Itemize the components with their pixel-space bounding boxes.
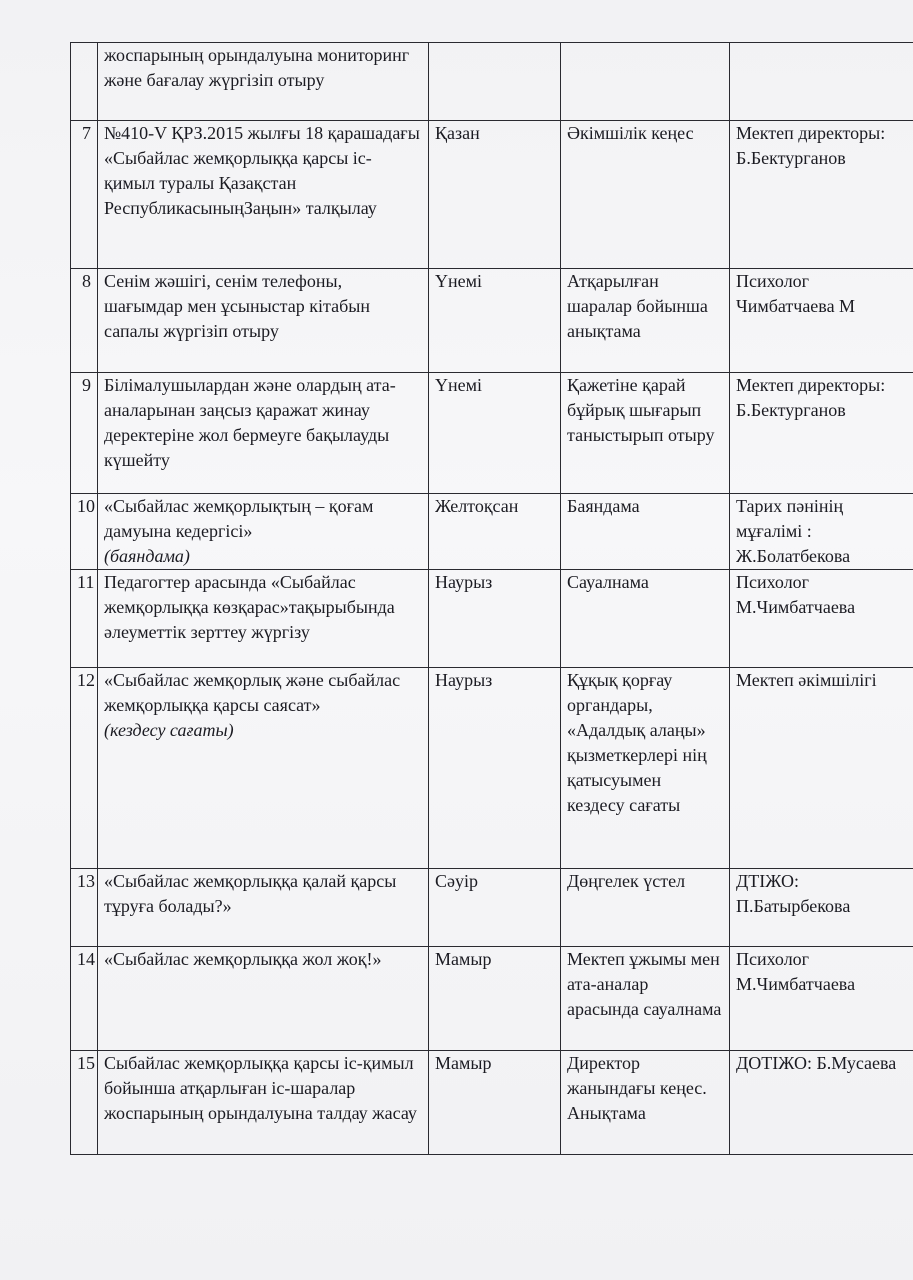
- event-responsible: Психолог М.Чимбатчаева: [730, 947, 913, 1051]
- event-name-text: «Сыбайлас жемқорлыққа жол жоқ!»: [104, 949, 382, 969]
- event-responsible: [730, 43, 913, 121]
- event-date: Мамыр: [429, 947, 561, 1051]
- table-row: [71, 43, 913, 121]
- event-form: Мектеп ұжымы мен ата-аналар арасында сауалнама: [561, 947, 730, 1051]
- row-number: 11: [71, 570, 98, 668]
- event-responsible: ДОТІЖО: Б.Мусаева: [730, 1051, 913, 1155]
- plan-table: [70, 42, 913, 1155]
- table-row: [71, 494, 913, 570]
- table-row: [71, 947, 913, 1051]
- event-name: [98, 947, 429, 1051]
- event-responsible: Психолог М.Чимбатчаева: [730, 570, 913, 668]
- row-number: 13: [71, 869, 98, 947]
- event-name-text: Сыбайлас жемқорлыққа қарсы іс-қимыл бойынша атқарлыған іс-шаралар жоспарының орындалуына талдау жасау: [104, 1053, 417, 1123]
- event-name: [98, 373, 429, 494]
- event-form: Баяндама: [561, 494, 730, 570]
- event-name: [98, 668, 429, 869]
- event-name-text: Сенім жәшігі, сенім телефоны, шағымдар мен ұсыныстар кітабын сапалы жүргізіп отыру: [104, 271, 370, 341]
- event-responsible: Тарих пәнінің мұғалімі : Ж.Болатбекова: [730, 494, 913, 570]
- event-date: Үнемі: [429, 269, 561, 373]
- event-date: Наурыз: [429, 570, 561, 668]
- event-date: [429, 43, 561, 121]
- event-name-text: Педагогтер арасында «Сыбайлас жемқорлыққа көзқарас»тақырыбында әлеуметтік зерттеу жүргізу: [104, 572, 395, 642]
- event-note: (баяндама): [104, 546, 190, 566]
- event-form: Атқарылған шаралар бойынша анықтама: [561, 269, 730, 373]
- event-form: Әкімшілік кеңес: [561, 121, 730, 269]
- event-name-text: «Сыбайлас жемқорлыққа қалай қарсы тұруға болады?»: [104, 871, 397, 916]
- event-note: (кездесу сағаты): [104, 720, 234, 740]
- row-number: [71, 43, 98, 121]
- row-number: 12: [71, 668, 98, 869]
- event-date: Үнемі: [429, 373, 561, 494]
- event-name: [98, 1051, 429, 1155]
- event-name: [98, 43, 429, 121]
- event-responsible: Мектеп әкімшілігі: [730, 668, 913, 869]
- table-row: [71, 869, 913, 947]
- row-number: 9: [71, 373, 98, 494]
- event-date: Желтоқсан: [429, 494, 561, 570]
- table-row: [71, 570, 913, 668]
- row-number: 14: [71, 947, 98, 1051]
- table-row: [71, 373, 913, 494]
- event-responsible: Мектеп директоры: Б.Бектурганов: [730, 373, 913, 494]
- row-number: 8: [71, 269, 98, 373]
- event-name-text: №410-V ҚРЗ.2015 жылғы 18 қарашадағы «Сыбайлас жемқорлыққа қарсы іс-қимыл туралы Қазақстан РеспубликасыныңЗаңын» талқылау: [104, 123, 420, 218]
- row-number: 10: [71, 494, 98, 570]
- event-name-text: «Сыбайлас жемқорлық және сыбайлас жемқорлыққа қарсы саясат»: [104, 670, 401, 715]
- event-date: Сәуір: [429, 869, 561, 947]
- event-form: Құқық қорғау органдары, «Адалдық алаңы» қызметкерлері нің қатысуымен кездесу сағаты: [561, 668, 730, 869]
- event-responsible: ДТІЖО: П.Батырбекова: [730, 869, 913, 947]
- event-name: [98, 494, 429, 570]
- table-row: [71, 668, 913, 869]
- event-date: Мамыр: [429, 1051, 561, 1155]
- event-form: [561, 43, 730, 121]
- event-date: Наурыз: [429, 668, 561, 869]
- event-name-text: Білімалушылардан және олардың ата-аналарынан заңсыз қаражат жинау деректеріне жол бермеуге бақылауды күшейту: [104, 375, 396, 470]
- event-name-text: жоспарының орындалуына мониторинг және бағалау жүргізіп отыру: [104, 45, 410, 90]
- table-row: [71, 121, 913, 269]
- row-number: 7: [71, 121, 98, 269]
- event-name: [98, 570, 429, 668]
- row-number: 15: [71, 1051, 98, 1155]
- event-form: Директор жанындағы кеңес. Анықтама: [561, 1051, 730, 1155]
- event-name: [98, 121, 429, 269]
- table-row: [71, 1051, 913, 1155]
- event-responsible: Мектеп директоры: Б.Бектурганов: [730, 121, 913, 269]
- event-name: [98, 869, 429, 947]
- event-name-text: «Сыбайлас жемқорлықтың – қоғам дамуына кедергісі»: [104, 496, 374, 541]
- table-row: [71, 269, 913, 373]
- event-form: Дөңгелек үстел: [561, 869, 730, 947]
- event-name: [98, 269, 429, 373]
- event-form: Қажетіне қарай бұйрық шығарып таныстырып отыру: [561, 373, 730, 494]
- event-date: Қазан: [429, 121, 561, 269]
- event-form: Сауалнама: [561, 570, 730, 668]
- event-responsible: Психолог Чимбатчаева М: [730, 269, 913, 373]
